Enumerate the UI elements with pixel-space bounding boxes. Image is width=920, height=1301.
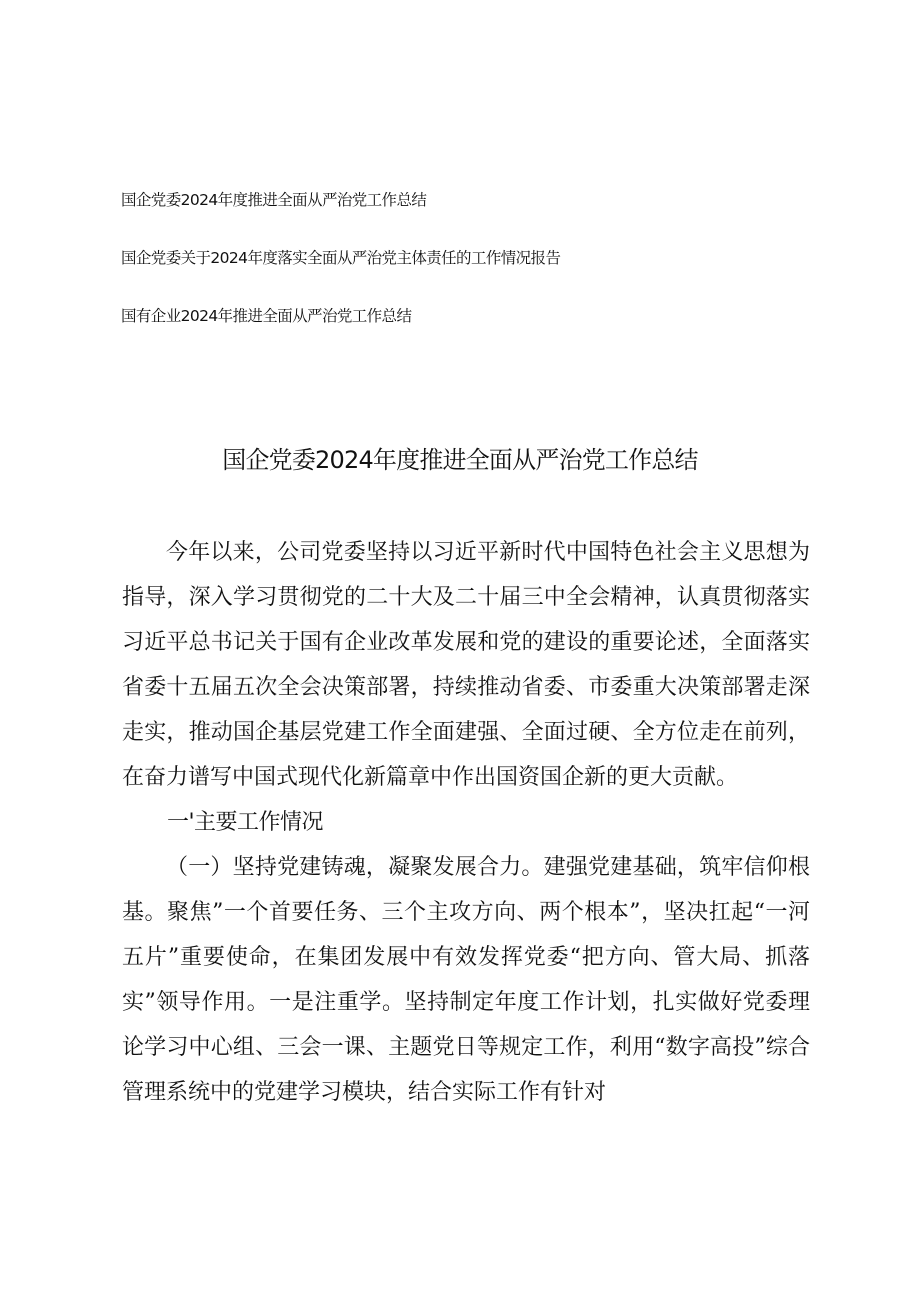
intro-paragraph: 今年以来，公司党委坚持以习近平新时代中国特色社会主义思想为指导，深入学习贯彻党的二十大及二十届三中全会精神，认真贯彻落实习近平总书记关于国有企业改革发展和党的建设的重要论述，全面落实省委十五届五次全会决策部署，持续推动省委、市委重大决策部署走深走实，推动国企基层党建工作全面建强、全面过硬、全方位走在前列，在奋力谱写中国式现代化新篇章中作出国资国企新的更大贡献。 [122, 540, 810, 790]
toc-item-1: 国企党委2024年度推进全面从严治党工作总结 [121, 191, 427, 209]
table-of-contents [121, 188, 821, 328]
section-paragraph-1: （一）坚持党建铸魂，凝聚发展合力。建强党建基础，筑牢信仰根基。聚焦”一个首要任务、三个主攻方向、两个根本”，坚决扛起“一河五片”重要使命，在集团发展中有效发挥党委“把方向、管大局、抓落实”领导作用。一是注重学。坚持制定年度工作计划，扎实做好党委理论学习中心组、三会一课、主题党日等规定工作，利用“数字高投”综合管理系统中的党建学习模块，结合实际工作有针对 [122, 855, 810, 1105]
toc-item-3: 国有企业2024年推进全面从严治党工作总结 [121, 307, 412, 325]
toc-item-2: 国企党委关于2024年度落实全面从严治党主体责任的工作情况报告 [121, 249, 561, 267]
document-body [122, 530, 810, 1115]
section-heading-main-work: 一'主要工作情况 [167, 810, 324, 835]
document-title: 国企党委2024年度推进全面从严治党工作总结 [222, 446, 698, 474]
